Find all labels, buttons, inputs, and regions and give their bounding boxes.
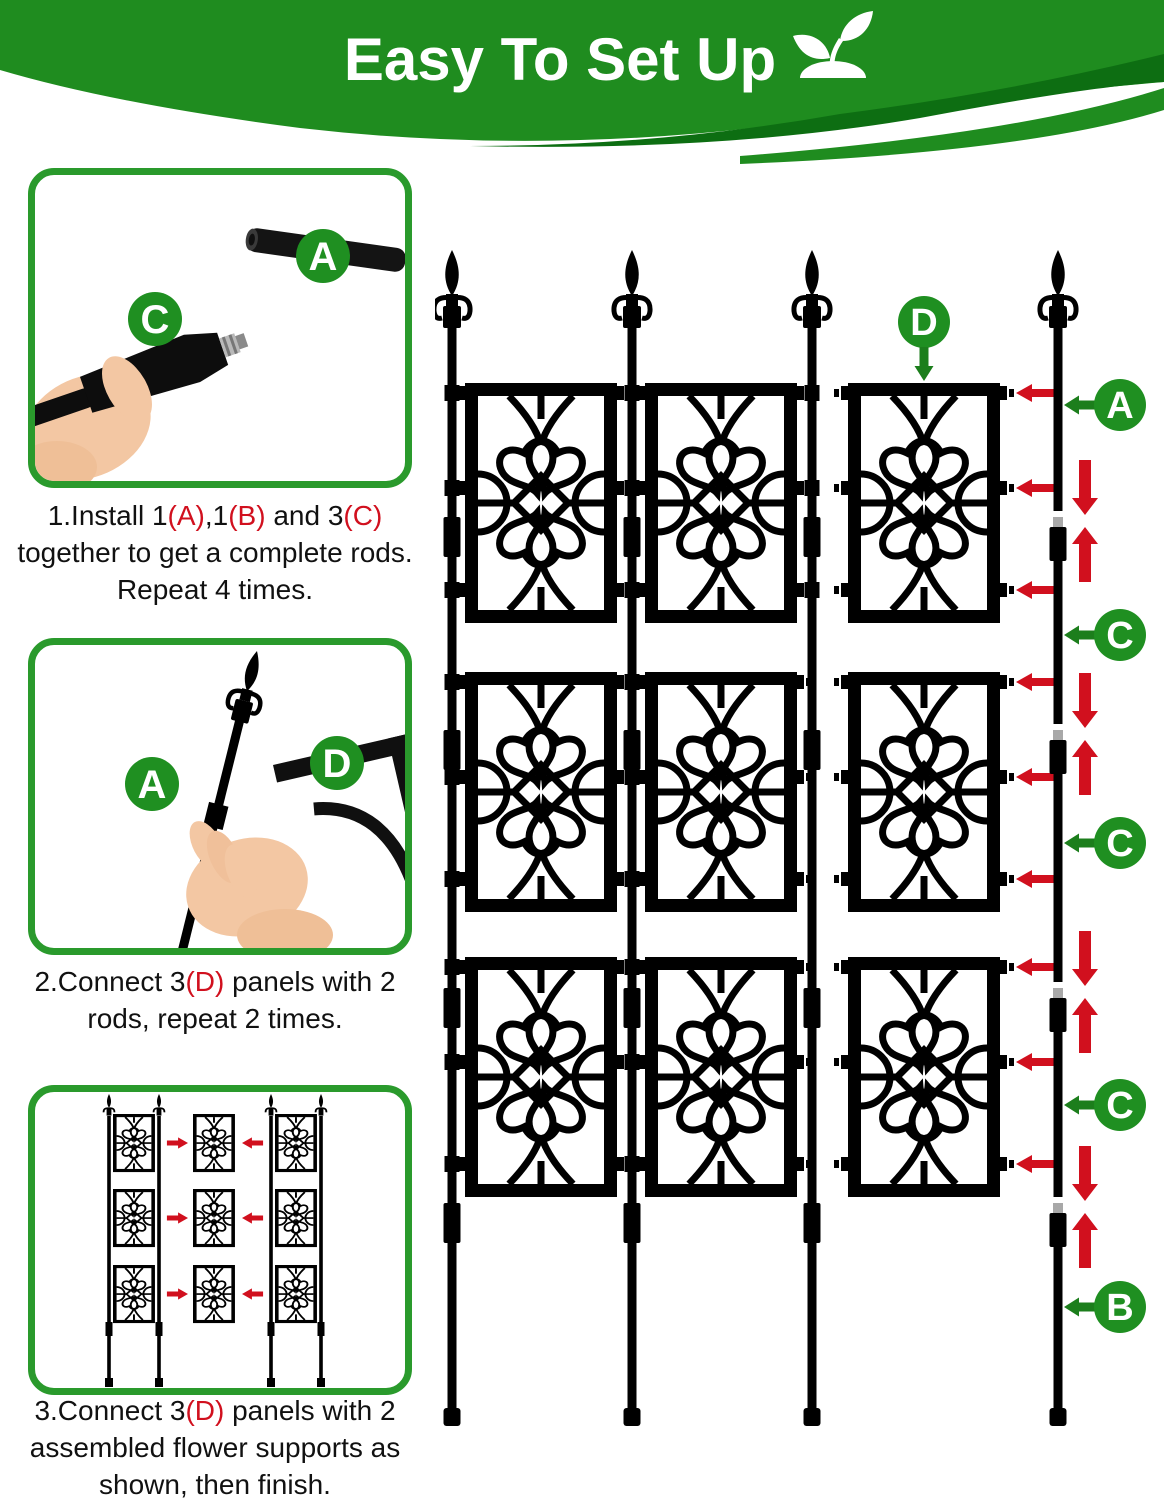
rod-label-b <box>1064 1281 1146 1333</box>
coupler-arrows <box>1072 460 1098 1268</box>
caption-text: and 3 <box>265 500 344 531</box>
part-reference: (C) <box>343 500 383 531</box>
hand-photo <box>173 815 333 948</box>
assembly-diagram <box>435 250 1164 1440</box>
svg-text:C: C <box>1106 615 1134 657</box>
panel-column-2 <box>631 386 811 1191</box>
part-label-c <box>128 292 182 346</box>
rod-label-a <box>1064 379 1146 431</box>
part-reference: (D) <box>185 1395 225 1426</box>
svg-text:D: D <box>322 742 352 786</box>
step-1-photo-box <box>28 168 412 488</box>
rod-1 <box>435 250 470 1426</box>
panel-label-d <box>898 296 950 381</box>
step-3-caption <box>6 1392 424 1500</box>
trellis-panel <box>472 390 611 617</box>
trellis-panel <box>652 964 791 1191</box>
part-label-a <box>125 757 179 811</box>
caption-text: together to get a complete rods. Repeat 4 times. <box>17 537 413 605</box>
trellis-panel <box>855 964 994 1191</box>
part-reference: (B) <box>228 500 266 531</box>
rod-label-c1 <box>1064 609 1146 661</box>
trellis-panel <box>472 964 611 1191</box>
trellis-panel <box>472 679 611 906</box>
green-down-arrow <box>915 347 934 381</box>
step-1-illustration <box>35 175 405 481</box>
caption-text: panels with 2 assembled flower supports as shown, then finish. <box>29 1395 401 1500</box>
trellis-panel <box>855 679 994 906</box>
step-3-mini-diagram <box>35 1092 405 1388</box>
svg-text:C: C <box>140 298 170 342</box>
panel-column-1 <box>451 386 631 1191</box>
step-2-illustration <box>35 645 405 948</box>
banner-title: Easy To Set Up <box>343 26 777 93</box>
mini-assembled-unit-right <box>266 1094 327 1387</box>
banner <box>0 0 1164 175</box>
trellis-panel <box>652 390 791 617</box>
rod-2 <box>614 250 650 1426</box>
panel-column-3 <box>834 386 1014 1191</box>
rod-4-exploded <box>1040 250 1098 1426</box>
svg-text:A: A <box>137 763 167 807</box>
mini-assembled-unit-left <box>104 1094 165 1387</box>
mini-connect-arrows <box>167 1137 263 1299</box>
caption-text: ,1 <box>204 500 229 531</box>
trellis-panel <box>855 390 994 617</box>
part-reference: (D) <box>185 966 225 997</box>
rod-label-c3 <box>1064 1079 1146 1131</box>
attach-arrows <box>1016 384 1054 1173</box>
rod-3 <box>794 250 830 1426</box>
svg-text:A: A <box>1106 385 1134 427</box>
step-2-caption <box>6 963 424 1037</box>
caption-text: panels with 2 rods, repeat 2 times. <box>87 966 396 1034</box>
svg-text:A: A <box>308 235 338 279</box>
caption-text: 1.Install 1 <box>47 500 168 531</box>
part-label-d <box>310 736 364 790</box>
part-label-a <box>296 229 350 283</box>
mini-loose-panels <box>195 1116 233 1322</box>
svg-text:C: C <box>1106 1085 1134 1127</box>
trellis-panel <box>652 679 791 906</box>
svg-text:C: C <box>1106 823 1134 865</box>
caption-text: 3.Connect 3 <box>34 1395 186 1426</box>
step-1-caption <box>6 497 424 608</box>
rod-label-c2 <box>1064 817 1146 869</box>
svg-text:D: D <box>910 302 938 344</box>
svg-text:B: B <box>1106 1287 1134 1329</box>
part-reference: (A) <box>167 500 205 531</box>
caption-text: 2.Connect 3 <box>34 966 186 997</box>
step-3-diagram-box <box>28 1085 412 1395</box>
step-2-photo-box <box>28 638 412 955</box>
